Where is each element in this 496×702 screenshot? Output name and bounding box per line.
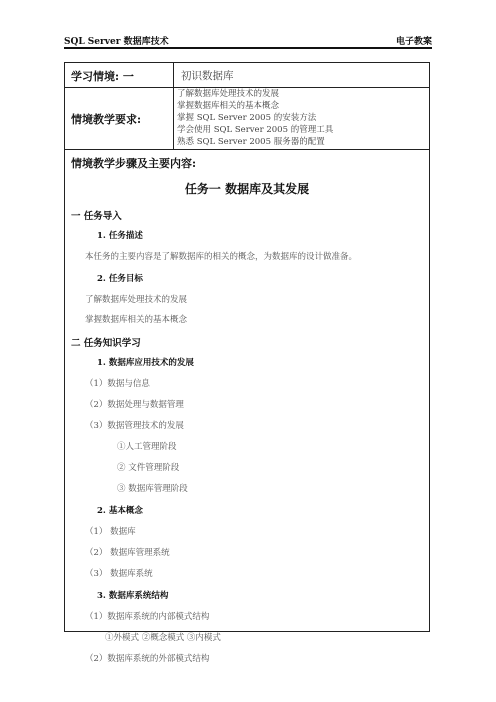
concept-item: （2） 数据库管理系统 [85, 548, 170, 558]
task-goal-item: 掌握数据库相关的基本概念 [85, 315, 188, 325]
stage-item: ①人工管理阶段 [117, 442, 177, 452]
knowledge-item: （2）数据处理与数据管理 [85, 400, 184, 410]
section-task-intro-title: 一 任务导入 [71, 211, 122, 222]
requirements-list [177, 88, 333, 148]
requirement-item: 掌握数据库相关的基本概念 [177, 101, 280, 111]
requirement-item: 熟悉 SQL Server 2005 服务器的配置 [177, 137, 325, 147]
section-knowledge-title: 二 任务知识学习 [71, 338, 141, 349]
header-course-title: SQL Server 数据库技术 [64, 37, 169, 47]
structure-item: （2）数据库系统的外部模式结构 [85, 654, 210, 664]
structure-item: （1）数据库系统的内部模式结构 [85, 612, 210, 622]
stage-item: ② 文件管理阶段 [117, 463, 180, 473]
requirements-row [65, 87, 429, 150]
steps-heading: 情境教学步骤及主要内容: [71, 157, 197, 170]
requirements-label: 情境教学要求: [71, 113, 142, 126]
task-title: 任务一 数据库及其发展 [184, 182, 310, 196]
task-description-title: 1. 任务描述 [97, 231, 143, 241]
knowledge-item: （3）数据管理技术的发展 [85, 421, 184, 431]
concept-item: （1） 数据库 [85, 527, 136, 537]
column-divider [173, 87, 174, 149]
requirement-item: 学会使用 SQL Server 2005 的管理工具 [177, 125, 334, 135]
page-header [64, 34, 432, 48]
situation-value: 初识数据库 [181, 70, 234, 82]
knowledge-point-2-title: 2. 基本概念 [97, 506, 143, 516]
task-description-text: 本任务的主要内容是了解数据库的相关的概念，为数据库的设计做准备。 [85, 252, 358, 262]
situation-row [65, 63, 429, 88]
situation-label: 学习情境: 一 [71, 70, 134, 83]
header-rule [64, 47, 432, 49]
stage-item: ③ 数据库管理阶段 [117, 484, 188, 494]
requirement-item: 掌握 SQL Server 2005 的安装方法 [177, 113, 317, 123]
column-divider [173, 63, 174, 87]
schema-modes: ①外模式 ②概念模式 ③内模式 [105, 633, 221, 643]
concept-item: （3） 数据库系统 [85, 569, 153, 579]
task-goal-item: 了解数据库处理技术的发展 [85, 295, 188, 305]
header-doc-type: 电子教案 [395, 37, 432, 47]
task-goal-title: 2. 任务目标 [97, 274, 143, 284]
knowledge-item: （1）数据与信息 [85, 379, 150, 389]
knowledge-point-1-title: 1. 数据库应用技术的发展 [97, 358, 194, 368]
knowledge-point-3-title: 3. 数据库系统结构 [97, 591, 169, 601]
requirement-item: 了解数据库处理技术的发展 [177, 89, 280, 99]
lesson-table [64, 62, 430, 664]
